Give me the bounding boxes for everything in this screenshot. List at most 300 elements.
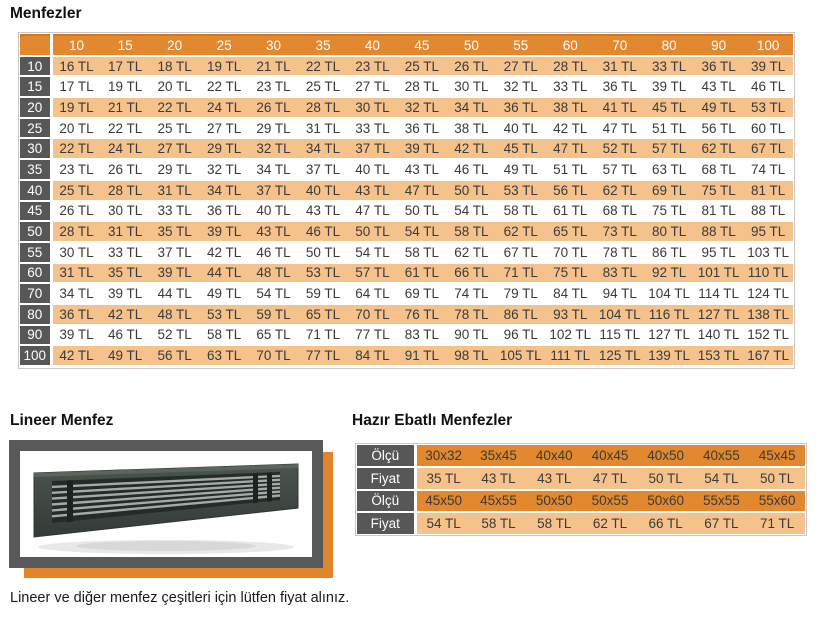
price-cell: 39 TL <box>397 138 446 159</box>
price-cell: 28 TL <box>100 180 149 201</box>
main-price-table-wrap <box>18 32 795 369</box>
price-cell: 43 TL <box>526 467 582 489</box>
price-cell: 70 TL <box>546 242 595 263</box>
price-cell: 58 TL <box>526 512 582 534</box>
price-cell: 47 TL <box>595 118 644 139</box>
price-cell: 42 TL <box>51 345 100 366</box>
price-cell: 59 TL <box>298 283 347 304</box>
table-row <box>20 118 793 139</box>
price-cell: 29 TL <box>150 159 199 180</box>
corner-cell <box>20 35 51 56</box>
price-cell: 43 TL <box>298 201 347 222</box>
price-cell: 34 TL <box>51 283 100 304</box>
row-label: Ölçü <box>357 445 415 467</box>
price-cell: 110 TL <box>743 263 793 284</box>
price-cell: 43 TL <box>694 76 743 97</box>
price-cell: 26 TL <box>100 159 149 180</box>
row-header: 100 <box>20 345 51 366</box>
price-cell: 50 TL <box>348 221 397 242</box>
price-cell: 98 TL <box>447 345 496 366</box>
size-cell: 40x45 <box>582 445 638 467</box>
row-header: 30 <box>20 138 51 159</box>
price-cell: 39 TL <box>150 263 199 284</box>
price-cell: 153 TL <box>694 345 743 366</box>
col-header: 80 <box>644 35 693 56</box>
price-cell: 75 TL <box>546 263 595 284</box>
price-cell: 84 TL <box>546 283 595 304</box>
price-cell: 56 TL <box>150 345 199 366</box>
price-cell: 42 TL <box>447 138 496 159</box>
price-cell: 17 TL <box>100 56 149 77</box>
price-cell: 61 TL <box>546 201 595 222</box>
price-cell: 40 TL <box>348 159 397 180</box>
price-cell: 37 TL <box>298 159 347 180</box>
size-cell: 45x45 <box>749 445 805 467</box>
table-row <box>20 56 793 77</box>
size-cell: 40x55 <box>694 445 750 467</box>
price-cell: 57 TL <box>595 159 644 180</box>
price-cell: 62 TL <box>496 221 545 242</box>
price-cell: 78 TL <box>447 304 496 325</box>
col-header: 10 <box>51 35 100 56</box>
price-cell: 127 TL <box>694 304 743 325</box>
table-row <box>20 221 793 242</box>
price-cell: 47 TL <box>348 201 397 222</box>
footer-note: Lineer ve diğer menfez çeşitleri için lütfen fiyat alınız. <box>10 590 350 606</box>
price-cell: 41 TL <box>595 97 644 118</box>
price-cell: 22 TL <box>150 97 199 118</box>
price-cell: 42 TL <box>100 304 149 325</box>
size-cell: 55x60 <box>749 490 805 512</box>
price-cell: 61 TL <box>397 263 446 284</box>
price-cell: 65 TL <box>546 221 595 242</box>
price-cell: 51 TL <box>644 118 693 139</box>
row-header: 45 <box>20 201 51 222</box>
size-cell: 40x40 <box>526 445 582 467</box>
price-cell: 37 TL <box>150 242 199 263</box>
price-cell: 116 TL <box>644 304 693 325</box>
row-header: 15 <box>20 76 51 97</box>
price-cell: 70 TL <box>249 345 298 366</box>
price-cell: 31 TL <box>150 180 199 201</box>
table-row <box>20 304 793 325</box>
price-cell: 90 TL <box>447 325 496 346</box>
price-cell: 50 TL <box>447 180 496 201</box>
price-cell: 74 TL <box>447 283 496 304</box>
price-cell: 114 TL <box>694 283 743 304</box>
price-cell: 45 TL <box>496 138 545 159</box>
col-header: 90 <box>694 35 743 56</box>
price-cell: 39 TL <box>51 325 100 346</box>
price-cell: 35 TL <box>415 467 471 489</box>
table-row <box>20 138 793 159</box>
price-cell: 81 TL <box>743 180 793 201</box>
col-header: 45 <box>397 35 446 56</box>
price-cell: 86 TL <box>496 304 545 325</box>
price-cell: 33 TL <box>150 201 199 222</box>
price-cell: 46 TL <box>100 325 149 346</box>
price-cell: 79 TL <box>496 283 545 304</box>
price-cell: 32 TL <box>496 76 545 97</box>
price-cell: 57 TL <box>348 263 397 284</box>
table-row <box>357 467 805 489</box>
price-cell: 36 TL <box>496 97 545 118</box>
price-cell: 42 TL <box>546 118 595 139</box>
price-cell: 27 TL <box>496 56 545 77</box>
price-cell: 23 TL <box>348 56 397 77</box>
price-cell: 20 TL <box>150 76 199 97</box>
row-header: 40 <box>20 180 51 201</box>
price-cell: 54 TL <box>447 201 496 222</box>
price-cell: 33 TL <box>644 56 693 77</box>
table-row <box>20 180 793 201</box>
price-cell: 65 TL <box>298 304 347 325</box>
price-cell: 70 TL <box>348 304 397 325</box>
price-cell: 29 TL <box>199 138 248 159</box>
price-cell: 47 TL <box>582 467 638 489</box>
col-header: 50 <box>447 35 496 56</box>
table-row <box>357 512 805 534</box>
price-cell: 83 TL <box>397 325 446 346</box>
col-header: 40 <box>348 35 397 56</box>
price-cell: 53 TL <box>298 263 347 284</box>
price-cell: 47 TL <box>397 180 446 201</box>
price-cell: 34 TL <box>447 97 496 118</box>
price-cell: 62 TL <box>447 242 496 263</box>
price-cell: 77 TL <box>298 345 347 366</box>
col-header: 20 <box>150 35 199 56</box>
price-cell: 20 TL <box>51 118 100 139</box>
price-cell: 30 TL <box>348 97 397 118</box>
price-cell: 28 TL <box>546 56 595 77</box>
row-header: 70 <box>20 283 51 304</box>
table-row <box>20 242 793 263</box>
size-cell: 45x50 <box>415 490 471 512</box>
price-cell: 138 TL <box>743 304 793 325</box>
price-cell: 24 TL <box>100 138 149 159</box>
price-cell: 25 TL <box>150 118 199 139</box>
price-cell: 33 TL <box>546 76 595 97</box>
price-cell: 36 TL <box>199 201 248 222</box>
table-row <box>20 76 793 97</box>
row-label: Fiyat <box>357 512 415 534</box>
size-cell: 45x55 <box>471 490 527 512</box>
size-cell: 30x32 <box>415 445 471 467</box>
price-cell: 40 TL <box>298 180 347 201</box>
price-cell: 36 TL <box>694 56 743 77</box>
price-cell: 34 TL <box>249 159 298 180</box>
price-cell: 22 TL <box>298 56 347 77</box>
row-header: 55 <box>20 242 51 263</box>
price-cell: 104 TL <box>644 283 693 304</box>
col-header: 100 <box>743 35 793 56</box>
price-cell: 93 TL <box>546 304 595 325</box>
price-cell: 127 TL <box>644 325 693 346</box>
price-cell: 91 TL <box>397 345 446 366</box>
price-cell: 111 TL <box>546 345 595 366</box>
price-cell: 50 TL <box>298 242 347 263</box>
price-cell: 63 TL <box>644 159 693 180</box>
row-header: 25 <box>20 118 51 139</box>
price-cell: 22 TL <box>51 138 100 159</box>
price-cell: 58 TL <box>199 325 248 346</box>
price-cell: 31 TL <box>100 221 149 242</box>
price-cell: 25 TL <box>298 76 347 97</box>
price-cell: 43 TL <box>348 180 397 201</box>
row-header: 35 <box>20 159 51 180</box>
table-row <box>20 345 793 366</box>
price-cell: 92 TL <box>644 263 693 284</box>
col-header: 70 <box>595 35 644 56</box>
price-cell: 50 TL <box>749 467 805 489</box>
price-cell: 75 TL <box>644 201 693 222</box>
price-cell: 28 TL <box>397 76 446 97</box>
price-cell: 36 TL <box>397 118 446 139</box>
price-cell: 101 TL <box>694 263 743 284</box>
row-label: Ölçü <box>357 490 415 512</box>
price-cell: 36 TL <box>595 76 644 97</box>
price-cell: 19 TL <box>100 76 149 97</box>
price-cell: 102 TL <box>546 325 595 346</box>
price-cell: 32 TL <box>199 159 248 180</box>
price-cell: 56 TL <box>546 180 595 201</box>
price-cell: 47 TL <box>546 138 595 159</box>
price-cell: 124 TL <box>743 283 793 304</box>
price-cell: 40 TL <box>496 118 545 139</box>
price-cell: 50 TL <box>397 201 446 222</box>
price-cell: 167 TL <box>743 345 793 366</box>
price-cell: 26 TL <box>447 56 496 77</box>
size-cell: 55x55 <box>694 490 750 512</box>
price-cell: 38 TL <box>546 97 595 118</box>
price-cell: 31 TL <box>595 56 644 77</box>
price-cell: 31 TL <box>298 118 347 139</box>
price-cell: 49 TL <box>496 159 545 180</box>
table-row <box>20 97 793 118</box>
price-cell: 125 TL <box>595 345 644 366</box>
price-cell: 62 TL <box>595 180 644 201</box>
lineer-section-title: Lineer Menfez <box>10 412 114 429</box>
price-cell: 35 TL <box>150 221 199 242</box>
price-cell: 67 TL <box>496 242 545 263</box>
price-cell: 34 TL <box>298 138 347 159</box>
price-cell: 30 TL <box>447 76 496 97</box>
price-cell: 62 TL <box>694 138 743 159</box>
price-cell: 46 TL <box>743 76 793 97</box>
price-cell: 26 TL <box>51 201 100 222</box>
price-cell: 69 TL <box>397 283 446 304</box>
price-cell: 105 TL <box>496 345 545 366</box>
price-cell: 53 TL <box>496 180 545 201</box>
price-cell: 78 TL <box>595 242 644 263</box>
price-cell: 25 TL <box>51 180 100 201</box>
price-cell: 66 TL <box>638 512 694 534</box>
price-cell: 54 TL <box>415 512 471 534</box>
price-cell: 68 TL <box>595 201 644 222</box>
price-cell: 53 TL <box>199 304 248 325</box>
price-cell: 48 TL <box>150 304 199 325</box>
price-cell: 26 TL <box>249 97 298 118</box>
price-cell: 43 TL <box>471 467 527 489</box>
price-cell: 31 TL <box>51 263 100 284</box>
price-cell: 67 TL <box>694 512 750 534</box>
col-header: 30 <box>249 35 298 56</box>
table-row <box>20 263 793 284</box>
price-cell: 43 TL <box>397 159 446 180</box>
price-cell: 54 TL <box>694 467 750 489</box>
price-cell: 50 TL <box>638 467 694 489</box>
price-cell: 25 TL <box>397 56 446 77</box>
price-cell: 83 TL <box>595 263 644 284</box>
price-cell: 71 TL <box>496 263 545 284</box>
price-cell: 28 TL <box>51 221 100 242</box>
price-cell: 95 TL <box>694 242 743 263</box>
price-cell: 19 TL <box>199 56 248 77</box>
price-cell: 34 TL <box>199 180 248 201</box>
table-row <box>20 283 793 304</box>
price-cell: 139 TL <box>644 345 693 366</box>
hazir-price-table <box>357 445 805 534</box>
price-cell: 96 TL <box>496 325 545 346</box>
price-cell: 58 TL <box>397 242 446 263</box>
price-cell: 39 TL <box>100 283 149 304</box>
price-cell: 44 TL <box>199 263 248 284</box>
price-cell: 66 TL <box>447 263 496 284</box>
price-cell: 44 TL <box>150 283 199 304</box>
price-cell: 51 TL <box>546 159 595 180</box>
price-cell: 42 TL <box>199 242 248 263</box>
price-cell: 88 TL <box>694 221 743 242</box>
price-cell: 17 TL <box>51 76 100 97</box>
size-cell: 50x60 <box>638 490 694 512</box>
price-cell: 68 TL <box>694 159 743 180</box>
price-cell: 64 TL <box>348 283 397 304</box>
price-cell: 28 TL <box>298 97 347 118</box>
price-cell: 103 TL <box>743 242 793 263</box>
price-cell: 18 TL <box>150 56 199 77</box>
price-cell: 49 TL <box>100 345 149 366</box>
price-cell: 58 TL <box>447 221 496 242</box>
price-cell: 39 TL <box>743 56 793 77</box>
price-cell: 115 TL <box>595 325 644 346</box>
col-header: 35 <box>298 35 347 56</box>
price-cell: 71 TL <box>749 512 805 534</box>
row-header: 50 <box>20 221 51 242</box>
price-cell: 54 TL <box>397 221 446 242</box>
price-cell: 22 TL <box>100 118 149 139</box>
linear-grille-image <box>20 451 312 557</box>
price-cell: 36 TL <box>51 304 100 325</box>
price-cell: 74 TL <box>743 159 793 180</box>
price-cell: 63 TL <box>199 345 248 366</box>
price-cell: 88 TL <box>743 201 793 222</box>
price-cell: 21 TL <box>100 97 149 118</box>
page-title: Menfezler <box>10 5 82 22</box>
price-cell: 33 TL <box>348 118 397 139</box>
price-cell: 52 TL <box>595 138 644 159</box>
price-cell: 39 TL <box>644 76 693 97</box>
price-cell: 60 TL <box>743 118 793 139</box>
price-cell: 71 TL <box>298 325 347 346</box>
price-cell: 67 TL <box>743 138 793 159</box>
price-cell: 54 TL <box>348 242 397 263</box>
price-cell: 27 TL <box>150 138 199 159</box>
table-row <box>20 159 793 180</box>
price-cell: 46 TL <box>249 242 298 263</box>
col-header: 55 <box>496 35 545 56</box>
price-cell: 94 TL <box>595 283 644 304</box>
price-cell: 35 TL <box>100 263 149 284</box>
price-cell: 140 TL <box>694 325 743 346</box>
price-cell: 77 TL <box>348 325 397 346</box>
price-cell: 32 TL <box>249 138 298 159</box>
price-cell: 76 TL <box>397 304 446 325</box>
price-cell: 43 TL <box>249 221 298 242</box>
price-cell: 56 TL <box>694 118 743 139</box>
col-header: 25 <box>199 35 248 56</box>
price-cell: 53 TL <box>743 97 793 118</box>
price-cell: 16 TL <box>51 56 100 77</box>
price-cell: 95 TL <box>743 221 793 242</box>
table-row <box>20 201 793 222</box>
price-cell: 37 TL <box>348 138 397 159</box>
price-cell: 23 TL <box>51 159 100 180</box>
price-cell: 45 TL <box>644 97 693 118</box>
price-cell: 49 TL <box>199 283 248 304</box>
price-cell: 49 TL <box>694 97 743 118</box>
price-cell: 48 TL <box>249 263 298 284</box>
price-cell: 39 TL <box>199 221 248 242</box>
price-cell: 57 TL <box>644 138 693 159</box>
row-header: 80 <box>20 304 51 325</box>
price-cell: 23 TL <box>249 76 298 97</box>
price-cell: 75 TL <box>694 180 743 201</box>
row-label: Fiyat <box>357 467 415 489</box>
col-header: 15 <box>100 35 149 56</box>
price-cell: 38 TL <box>447 118 496 139</box>
size-cell: 50x50 <box>526 490 582 512</box>
size-cell: 35x45 <box>471 445 527 467</box>
price-cell: 21 TL <box>249 56 298 77</box>
table-row <box>20 325 793 346</box>
size-cell: 50x55 <box>582 490 638 512</box>
price-cell: 46 TL <box>447 159 496 180</box>
col-header: 60 <box>546 35 595 56</box>
price-cell: 30 TL <box>100 201 149 222</box>
lineer-menfez-photo <box>9 440 323 568</box>
price-cell: 46 TL <box>298 221 347 242</box>
price-cell: 62 TL <box>582 512 638 534</box>
price-cell: 29 TL <box>249 118 298 139</box>
price-cell: 59 TL <box>249 304 298 325</box>
hazir-table-wrap <box>355 443 807 536</box>
price-cell: 52 TL <box>150 325 199 346</box>
price-cell: 69 TL <box>644 180 693 201</box>
price-cell: 81 TL <box>694 201 743 222</box>
row-header: 20 <box>20 97 51 118</box>
price-cell: 54 TL <box>249 283 298 304</box>
row-header: 90 <box>20 325 51 346</box>
main-price-table <box>20 34 793 367</box>
price-cell: 19 TL <box>51 97 100 118</box>
row-header: 10 <box>20 56 51 77</box>
price-cell: 152 TL <box>743 325 793 346</box>
price-cell: 73 TL <box>595 221 644 242</box>
price-cell: 40 TL <box>249 201 298 222</box>
price-cell: 86 TL <box>644 242 693 263</box>
price-cell: 32 TL <box>397 97 446 118</box>
price-cell: 58 TL <box>471 512 527 534</box>
